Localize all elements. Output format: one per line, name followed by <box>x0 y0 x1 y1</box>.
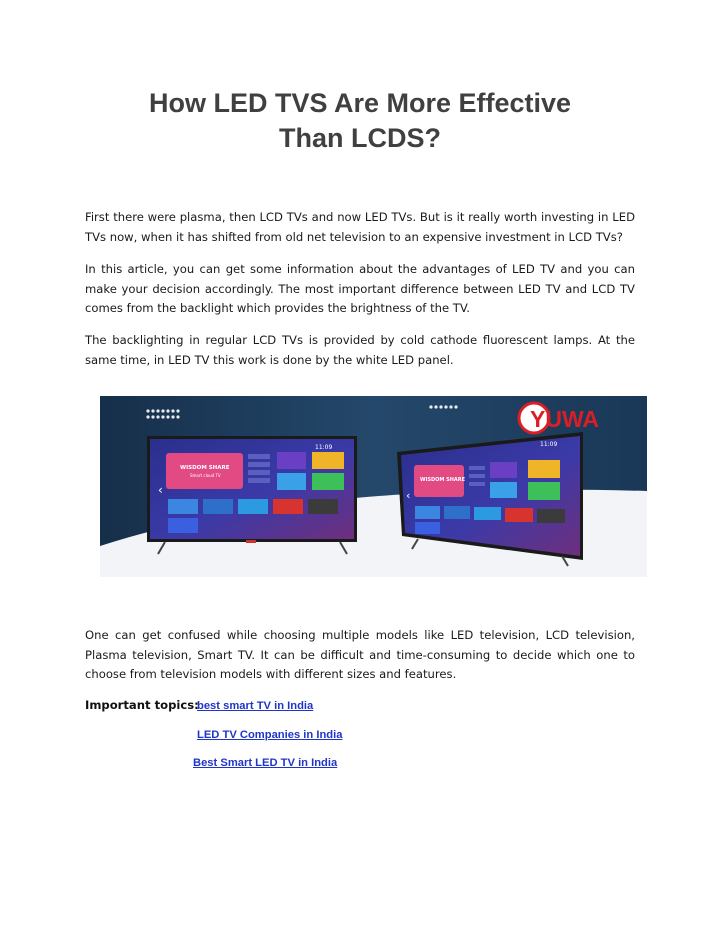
tv-right-banner: WISDOM SHARE <box>420 477 466 483</box>
link-led-tv-companies-india[interactable]: LED TV Companies in India <box>197 729 343 741</box>
title-line-2: Than LCDS? <box>279 123 441 153</box>
tv-right-clock: 11:09 <box>540 441 558 448</box>
paragraph-backlighting: The backlighting in regular LCD TVs is provided by cold cathode fluorescent lamps. At the same time, in LED TV this work is done by the white LED panel. <box>85 333 635 367</box>
paragraph-intro: First there were plasma, then LCD TVs and now LED TVs. But is it really worth investing in LED TVs now, when it has shifted from old net television to an expensive investment in LCD TVs? <box>85 210 635 244</box>
hero-tv-image <box>100 396 647 577</box>
tv-left-banner-subtitle: Smart cloud TV <box>190 473 221 478</box>
paragraph-confusion: One can get confused while choosing multiple models like LED television, LCD television, Plasma television, Smart TV. It can be difficult and time-consuming to decide which one to choose from television models with different sizes and features. <box>85 628 635 681</box>
svg-text:‹: ‹ <box>406 489 411 502</box>
tv-left <box>147 436 357 554</box>
page-title <box>60 86 660 156</box>
tv-left-clock: 11:09 <box>315 444 333 451</box>
paragraph-advantages: In this article, you can get some information about the advantages of LED TV and you can make your decision accordingly. The most important difference between LED TV and LCD TV comes from the backlight which provides the brightness of the TV. <box>85 262 635 315</box>
link-best-smart-led-tv-india[interactable]: Best Smart LED TV in India <box>193 757 338 769</box>
tv-left-banner: WISDOM SHARE <box>180 465 230 471</box>
link-best-smart-tv-india[interactable]: best smart TV in India <box>197 700 314 712</box>
svg-text:‹: ‹ <box>158 483 163 497</box>
brand-logo-text: YUWA <box>530 406 599 432</box>
brand-logo <box>519 403 599 433</box>
important-topics-label: Important topics: <box>85 698 199 712</box>
title-line-1: How LED TVS Are More Effective <box>148 88 572 118</box>
